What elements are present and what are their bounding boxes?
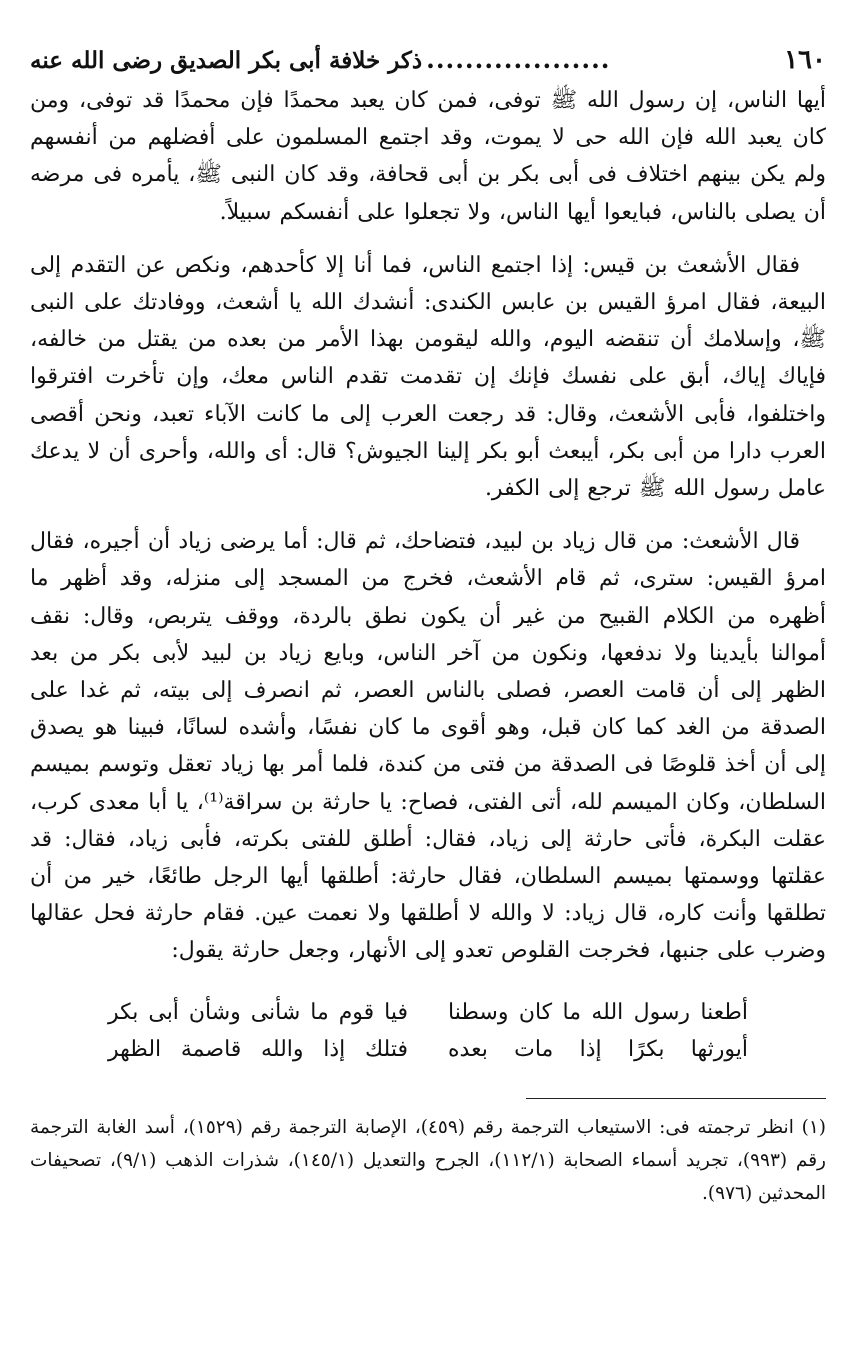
- poem-verse-1: [30, 994, 826, 1031]
- hemistich-first: أيورثها بكرًا إذا مات بعده: [448, 1036, 748, 1062]
- book-page: [30, 38, 826, 1338]
- page-number: ١٦٠: [784, 45, 826, 75]
- paragraph-3: قال الأشعث: من قال زياد بن لبيد، فتضاحك، ثم قال: أما يرضى زياد أن أجيره، فقال امرؤ القيس: سترى، ثم قام الأشعث، فخرج من المسجد إلى منزله، وقد أظهر ما أظهره من الكلام القبيح من غير أن يكون نطق بالردة، ووقف يتربص، وقال: نقف أموالنا بأيدينا ولا ندفعها، ونكون من آخر الناس، وبايع زياد بن لبيد لأبى بكر من بعد الظهر إلى أن قامت العصر، فصلى بالناس العصر، ثم انصرف إلى بيته، ثم غدا على الصدقة من الغد كما كان قبل، وهو أقوى ما كان نفسًا، وأشده لسانًا، فبينا هو يصدق إلى أن أخذ قلوصًا فى الصدقة من فتى من كندة، فلما أمر بها زياد تعقل وتوسم بميسم السلطان، وكان الميسم لله، أتى الفتى، فصاح: يا حارثة بن سراقة⁽¹⁾، يا أبا معدى كرب، عقلت البكرة، فأتى حارثة إلى زياد، فقال: أطلق للفتى بكرته، فأبى زياد، فقال: قد عقلتها ووسمتها بميسم السلطان، فقال حارثة: أطلقها أيها الرجل طائعًا، خير من أن تطلقها وأنت كاره، قال زياد: لا والله لا أطلقها ولا نعمت عين. فقام حارثة فحل عقالها وضرب على جنبها، فخرجت القلوص تعدو إلى الأنهار، وجعل حارثة يقول:: [30, 529, 827, 964]
- footnote: (١) انظر ترجمته فى: الاستيعاب الترجمة رقم (٤٥٩)، الإصابة الترجمة رقم (١٥٢٩)، أسد الغابة الترجمة رقم (٩٩٣)، تجريد أسماء الصحابة (١١٢/١)، الجرح والتعديل (١٤٥/١)، شذرات الذهب (٩/١)، تصحيفات المحدثين (٩٧٦).: [30, 1116, 826, 1204]
- chapter-title: ذكر خلافة أبى بكر الصديق رضى الله عنه: [30, 47, 423, 74]
- header-dot-leader: ...................: [426, 45, 611, 74]
- poem: [30, 994, 826, 1068]
- hemistich-second: فيا قوم ما شأنى وشأن أبى بكر: [108, 999, 408, 1025]
- footnote-separator: [526, 1098, 826, 1099]
- running-header: [30, 38, 826, 82]
- poem-verse-2: [30, 1031, 826, 1068]
- paragraph-1: أيها الناس، إن رسول الله ﷺ توفى، فمن كان يعبد محمدًا فإن محمدًا قد توفى، ومن كان يعبد الله فإن الله حى لا يموت، وقد اجتمع المسلمون على أفضلهم من أنفسهم ولم يكن بينهم اختلاف فى أبى بكر بن أبى قحافة، وقد كان النبى ﷺ، يأمره فى مرضه أن يصلى بالناس، فبايعوا أيها الناس، ولا تجعلوا على أنفسكم سبيلاً.: [30, 88, 826, 225]
- paragraph-spacer: [30, 507, 826, 523]
- paragraph-spacer: [30, 231, 826, 247]
- paragraph-2: فقال الأشعث بن قيس: إذا اجتمع الناس، فما أنا إلا كأحدهم، ونكص عن التقدم إلى البيعة، فقال امرؤ القيس بن عابس الكندى: أنشدك الله يا أشعث، ووفادتك على النبى ﷺ، وإسلامك أن تنقضه اليوم، والله ليقومن بهذا الأمر من بعده من يقتل من خالفه، فإياك إياك، أبق على نفسك فإنك إن تقدمت تقدم الناس معك، وإن تأخرت افترقوا واختلفوا، فأبى الأشعث، وقال: قد رجعت العرب إلى ما كانت الآباء تعبد، ونحن أقصى العرب دارا من أبى بكر، أيبعث أبو بكر إلينا الجيوش؟ قال: أى والله، وأحرى أن لا يدعك عامل رسول الله ﷺ ترجع إلى الكفر.: [30, 252, 826, 502]
- hemistich-first: أطعنا رسول الله ما كان وسطنا: [448, 999, 748, 1025]
- hemistich-second: فتلك إذا والله قاصمة الظهر: [108, 1036, 408, 1062]
